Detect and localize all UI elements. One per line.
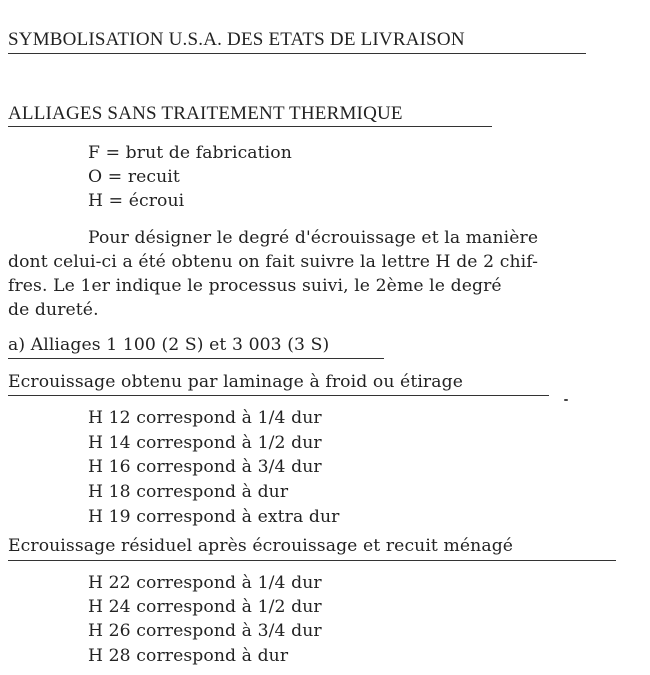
group2-item-h28: H 28 correspond à dur xyxy=(88,646,289,666)
definition-f: F = brut de fabrication xyxy=(88,143,292,163)
scan-speck xyxy=(564,399,568,401)
paragraph-line-1: Pour désigner le degré d'écrouissage et la manière xyxy=(88,228,539,248)
group1-item-h12: H 12 correspond à 1/4 dur xyxy=(88,408,322,428)
group1-item-h16: H 16 correspond à 3/4 dur xyxy=(88,457,322,477)
group1-item-h19: H 19 correspond à extra dur xyxy=(88,507,340,527)
group1-heading: Ecrouissage obtenu par laminage à froid ou étirage xyxy=(8,372,463,392)
group2-heading-underline xyxy=(8,560,616,561)
group2-heading: Ecrouissage résiduel après écrouissage et recuit ménagé xyxy=(8,536,514,556)
section-title-underline xyxy=(8,126,492,127)
group2-item-h26: H 26 correspond à 3/4 dur xyxy=(88,621,322,641)
section-title: ALLIAGES SANS TRAITEMENT THERMIQUE xyxy=(8,103,403,124)
alloys-heading: a) Alliages 1 100 (2 S) et 3 003 (3 S) xyxy=(8,335,330,355)
group1-item-h14: H 14 correspond à 1/2 dur xyxy=(88,433,322,453)
group2-item-h24: H 24 correspond à 1/2 dur xyxy=(88,597,322,617)
paragraph-line-4: de dureté. xyxy=(8,300,99,320)
definition-o: O = recuit xyxy=(88,167,180,187)
alloys-heading-underline xyxy=(8,358,384,359)
paragraph-line-3: fres. Le 1er indique le processus suivi, le 2ème le degré xyxy=(8,276,502,296)
definition-h: H = écroui xyxy=(88,191,185,211)
page-title: SYMBOLISATION U.S.A. DES ETATS DE LIVRAISON xyxy=(8,29,465,50)
group1-heading-underline xyxy=(8,395,549,396)
group2-item-h22: H 22 correspond à 1/4 dur xyxy=(88,573,322,593)
paragraph-line-2: dont celui-ci a été obtenu on fait suivre la lettre H de 2 chif- xyxy=(8,252,538,272)
title-underline xyxy=(8,53,586,54)
group1-item-h18: H 18 correspond à dur xyxy=(88,482,289,502)
